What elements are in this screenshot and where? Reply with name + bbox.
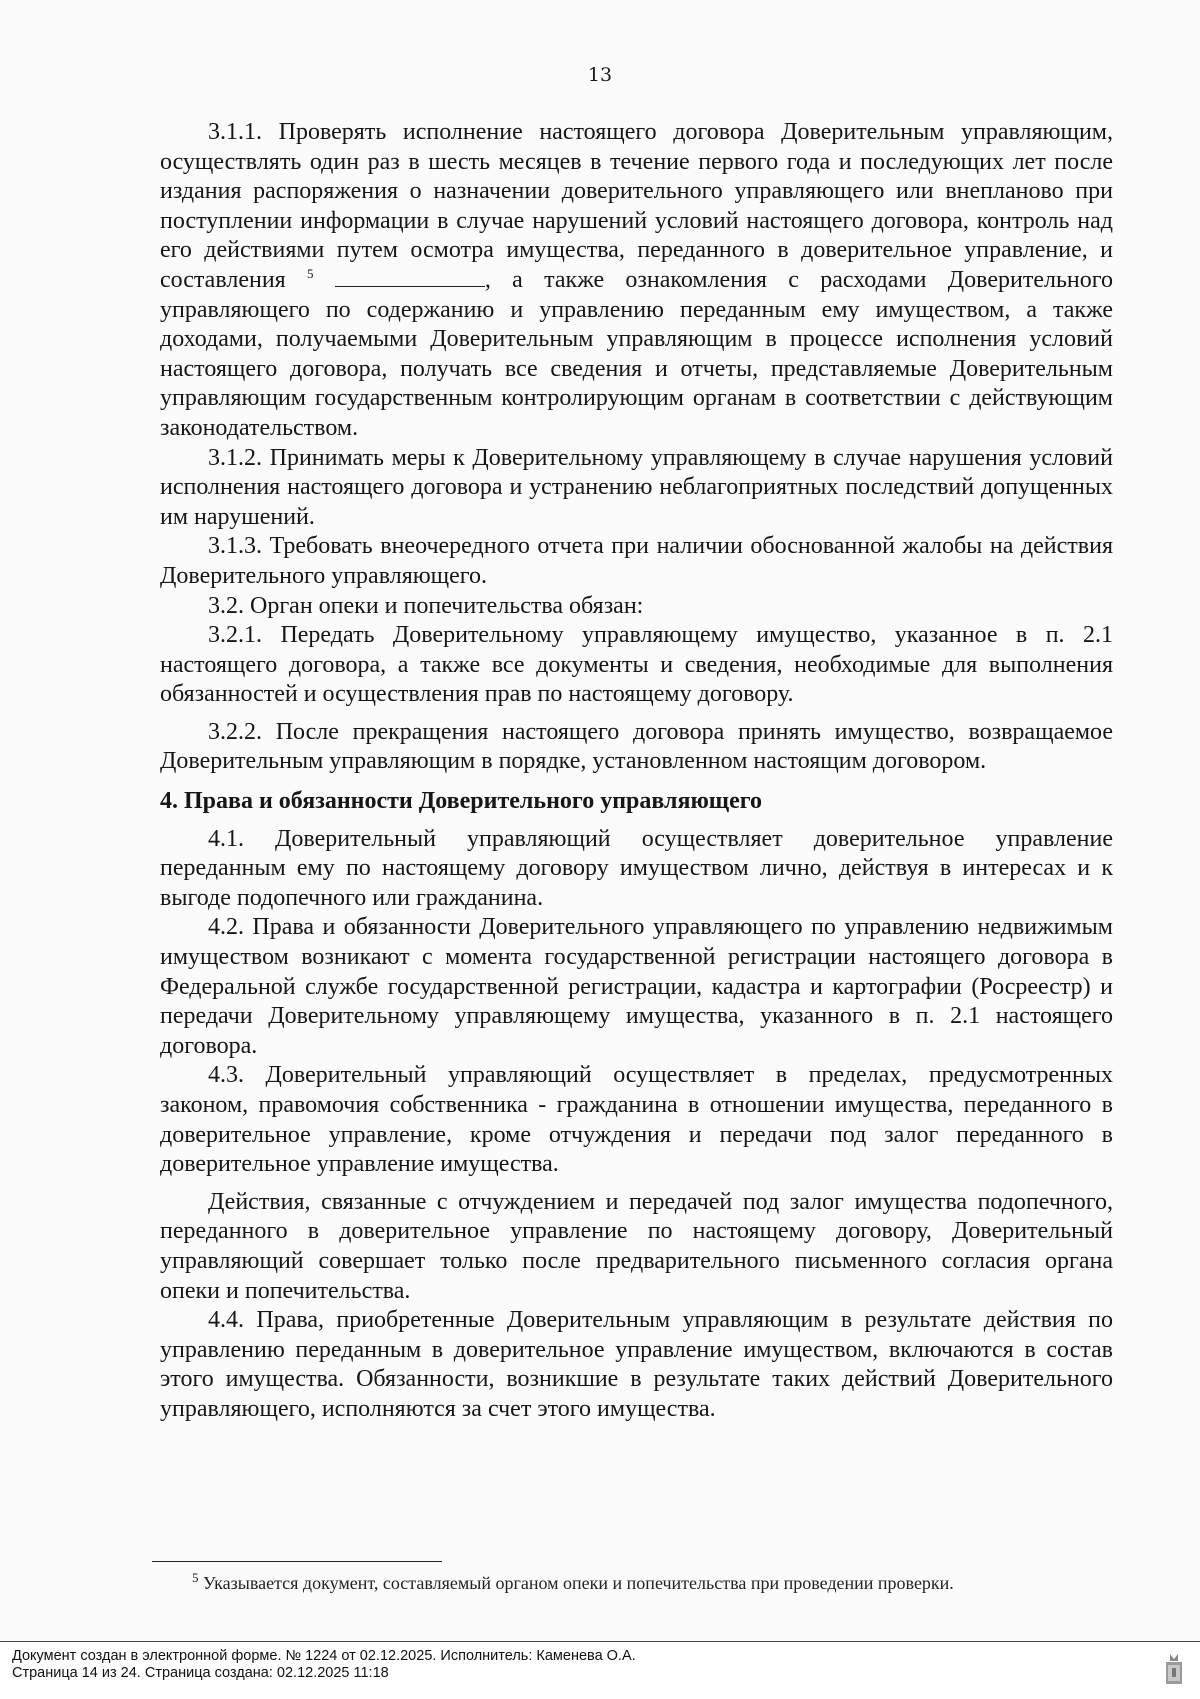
footnote-marker: 5 [192, 1570, 199, 1585]
footer-line-1: Документ создан в электронной форме. № 1224 от 02.12.2025. Исполнитель: Каменева О.А. [12, 1648, 636, 1664]
paragraph-4-3-continued: Действия, связанные с отчуждением и передачей под залог имущества подопечного, переданного в доверительное управление по настоящему договору, Доверительный управляющий совершает только после предварительного письменного согласия органа опеки и попечительства. [160, 1188, 1113, 1304]
paragraph-3-1-1-text: 3.1.1. Проверять исполнение настоящего договора Доверительным управляющим, осуществлять один раз в шесть месяцев в течение первого года и последующих лет после издания распоряжения о назначении доверительного управляющего или внепланово при поступлении информации в случае нарушений условий настоящего договора, контроль над его действиями путем осмотра имущества, переданного в доверительное управление, и составления [160, 119, 1113, 293]
paragraph-4-2: 4.2. Права и обязанности Доверительного управляющего по управлению недвижимым имуществом возникают с момента государственной регистрации настоящего договора в Федеральной службе государственной регистрации, кадастра и картографии (Росреестр) и передачи Доверительному управляющему имущества, указанного в п. 2.1 настоящего договора. [160, 914, 1113, 1059]
paragraph-3-2: 3.2. Орган опеки и попечительства обязан: [208, 592, 644, 619]
paragraph-3-2-2: 3.2.2. После прекращения настоящего договора принять имущество, возвращаемое Доверительным управляющим в порядке, установленном настоящим договором. [160, 718, 1113, 775]
paragraph-3-1-3: 3.1.3. Требовать внеочередного отчета при наличии обоснованной жалобы на действия Доверительного управляющего. [160, 533, 1113, 589]
paragraph-4-3: 4.3. Доверительный управляющий осуществляет в пределах, предусмотренных законом, правомочия собственника - гражданина в отношении имущества, переданного в доверительное управление, кроме отчуждения и передачи под залог переданного в доверительное управление имущества. [160, 1062, 1113, 1178]
paragraph-4-1: 4.1. Доверительный управляющий осуществляет доверительное управление переданным ему по настоящему договору имуществом лично, действуя в интересах и к выгоде подопечного или гражданина. [160, 825, 1113, 911]
paragraph-3-2-1: 3.2.1. Передать Доверительному управляющему имущество, указанное в п. 2.1 настоящего договора, а также все документы и сведения, необходимые для выполнения обязанностей и осуществления прав по настоящему договору. [160, 622, 1113, 708]
fill-in-blank [335, 266, 485, 287]
paragraph-3-1-2: 3.1.2. Принимать меры к Доверительному управляющему в случае нарушения условий исполнения настоящего договора и устранению неблагоприятных последствий допущенных им нарушений. [160, 444, 1113, 530]
footnote-text: Указывается документ, составляемый органом опеки и попечительства при проведении проверки. [203, 1573, 954, 1593]
page-number: 13 [587, 64, 613, 86]
footnote [192, 1570, 1092, 1594]
document-footer [0, 1641, 1200, 1699]
section-heading: 4. Права и обязанности Доверительного управляющего [160, 788, 763, 815]
footer-text [12, 1648, 636, 1682]
paragraph-3-1-1 [160, 118, 1113, 444]
paragraph-4-4: 4.4. Права, приобретенные Доверительным управляющим в результате действия по управлению переданным в доверительное управление имуществом, включаются в состав этого имущества. Обязанности, возникшие в результате таких действий Доверительного управляющего, исполняются за счет этого имущества. [160, 1307, 1113, 1422]
footnote-ref: 5 [307, 265, 314, 281]
document-body [160, 118, 1113, 1425]
footnote-divider [152, 1561, 442, 1562]
paragraph-3-1-1-continuation: , а также ознакомления с расходами Доверительного управляющего по содержанию и управлению переданным ему имуществом, а также доходами, получаемыми Доверительным управляющим в процессе исполнения условий настоящего договора, получать все сведения и отчеты, представляемые Доверительным управляющим государственным контролирующим органам в соответствии с действующим законодательством. [160, 266, 1114, 441]
footer-line-2: Страница 14 из 24. Страница создана: 02.12.2025 11:18 [12, 1665, 389, 1681]
emblem-icon [1164, 1652, 1184, 1686]
